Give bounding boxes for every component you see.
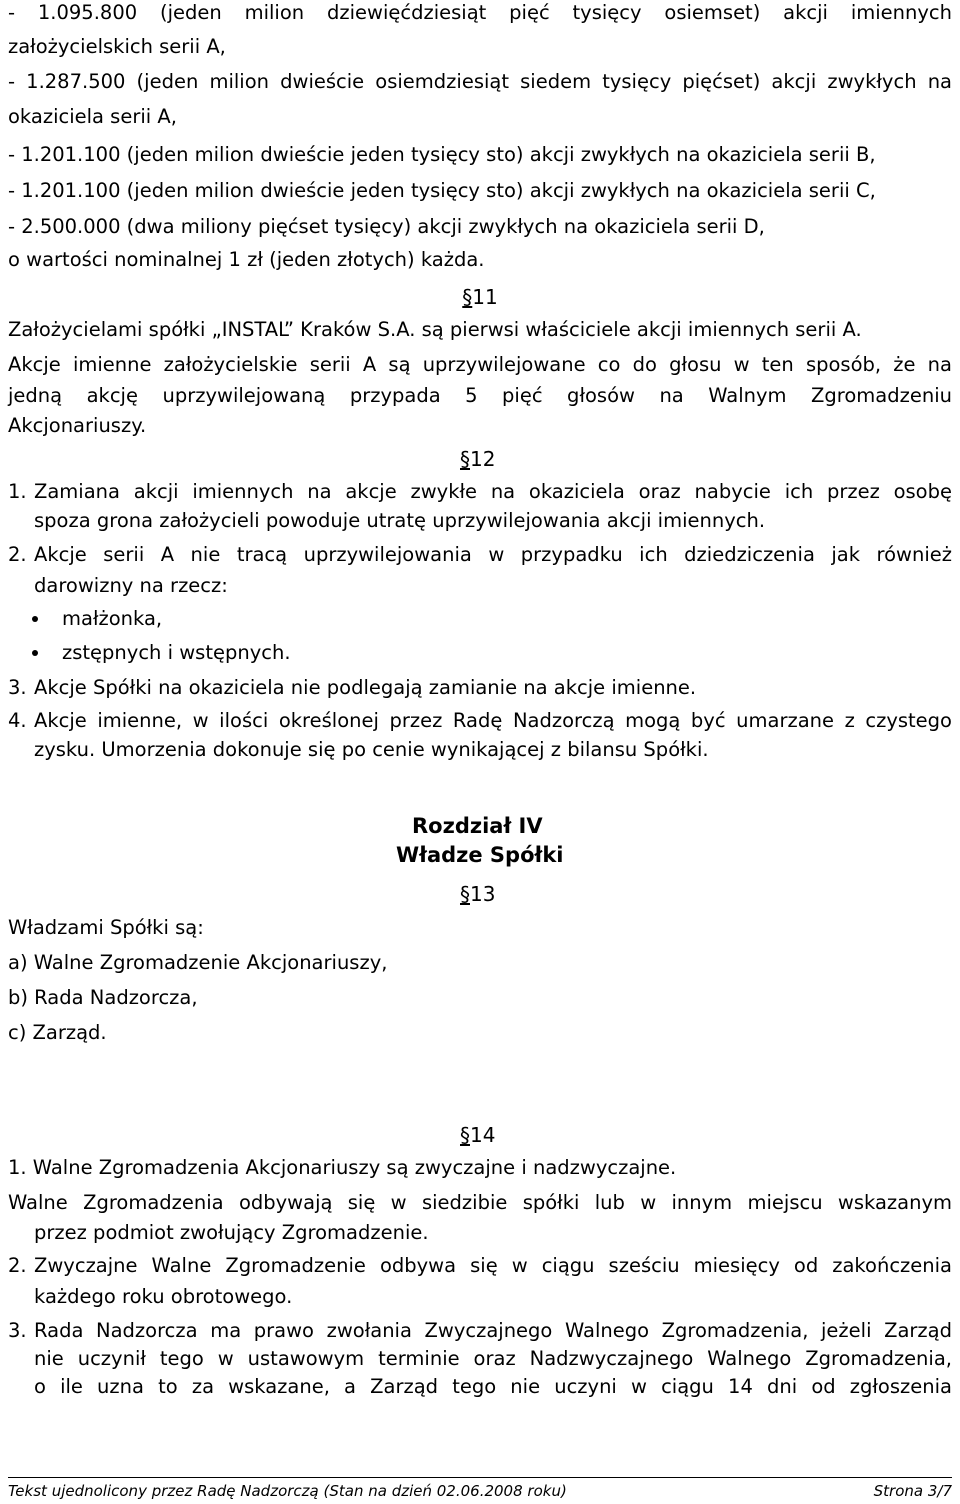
s12-p1-line-1: Zamiana akcji imiennych na akcje zwykłe na okaziciela oraz nabycie ich przez osobę [34, 480, 952, 503]
section-12-heading [460, 446, 495, 472]
shares-line-4: okaziciela serii A, [8, 105, 177, 128]
s14-p2-line-1: Zwyczajne Walne Zgromadzenie odbywa się w ciągu sześciu miesięcy od zakończenia [34, 1254, 952, 1277]
s11-line-4: Akcjonariuszy. [8, 414, 147, 437]
shares-line-7: - 2.500.000 (dwa miliony pięćset tysięcy) akcji zwykłych na okaziciela serii D, [8, 215, 765, 238]
section-number: 14 [470, 1123, 496, 1147]
footer-text: Tekst ujednolicony przez Radę Nadzorczą (Stan na dzień 02.06.2008 roku) [8, 1482, 567, 1500]
s13-item-b: b) Rada Nadzorcza, [8, 986, 198, 1009]
s12-bullet-1: małżonka, [62, 607, 163, 630]
s14-p3-line-1: Rada Nadzorcza ma prawo zwołania Zwyczajnego Walnego Zgromadzenia, jeżeli Zarząd [34, 1319, 952, 1342]
s12-p4-num: 4. [8, 709, 27, 732]
page-number: Strona 3/7 [873, 1482, 952, 1500]
section-mark: § [462, 285, 473, 309]
s11-line-1: Założycielami spółki „INSTAL” Kraków S.A. są pierwsi właściciele akcji imiennych serii A. [8, 318, 862, 341]
s14-p3-line-3: o ile uzna to za wskazane, a Zarząd tego nie uczyni w ciągu 14 dni od zgłoszenia [34, 1375, 952, 1398]
section-number: 12 [470, 447, 496, 471]
shares-line-2: założycielskich serii A, [8, 35, 226, 58]
s12-bullet-2: zstępnych i wstępnych. [62, 641, 291, 664]
chapter-title: Rozdział IV [412, 814, 543, 838]
s12-p2-line-2: darowizny na rzecz: [34, 574, 228, 597]
s14-p1b-line-2: przez podmiot zwołujący Zgromadzenie. [34, 1221, 429, 1244]
shares-line-3: - 1.287.500 (jeden milion dwieście osiemdziesiąt siedem tysięcy pięćset) akcji zwykłych na [8, 70, 952, 93]
s14-p3-line-2: nie uczynił tego w ustawowym terminie oraz Nadzwyczajnego Walnego Zgromadzenia, [34, 1347, 952, 1370]
s11-line-3: jedną akcję uprzywilejowaną przypada 5 pięć głosów na Walnym Zgromadzeniu [8, 384, 952, 407]
bullet-icon [32, 616, 38, 622]
s14-p1b-line-1: Walne Zgromadzenia odbywają się w siedzibie spółki lub w innym miejscu wskazanym [8, 1191, 952, 1214]
s11-line-2: Akcje imienne założycielskie serii A są uprzywilejowane co do głosu w ten sposób, że na [8, 353, 952, 376]
section-mark: § [460, 882, 470, 906]
section-number: 13 [470, 882, 496, 906]
section-14-heading [460, 1122, 495, 1148]
s13-item-c: c) Zarząd. [8, 1021, 107, 1044]
footer-divider [8, 1477, 952, 1478]
s13-intro: Władzami Spółki są: [8, 916, 204, 939]
shares-line-6: - 1.201.100 (jeden milion dwieście jeden tysięcy sto) akcji zwykłych na okaziciela serii C, [8, 179, 876, 202]
s12-p3-num: 3. [8, 676, 27, 699]
s14-p1: 1. Walne Zgromadzenia Akcjonariuszy są zwyczajne i nadzwyczajne. [8, 1156, 677, 1179]
section-11-heading [0, 284, 960, 310]
s14-p3-num: 3. [8, 1319, 27, 1342]
section-13-heading [460, 881, 495, 907]
s12-p1-num: 1. [8, 480, 27, 503]
s12-p3: Akcje Spółki na okaziciela nie podlegają zamianie na akcje imienne. [34, 676, 697, 699]
s12-p2-line-1: Akcje serii A nie tracą uprzywilejowania w przypadku ich dziedziczenia jak również [34, 543, 952, 566]
s12-p4-line-1: Akcje imienne, w ilości określonej przez Radę Nadzorczą mogą być umarzane z czystego [34, 709, 952, 732]
chapter-subtitle: Władze Spółki [396, 843, 564, 867]
s12-p1-line-2: spoza grona założycieli powoduje utratę uprzywilejowania akcji imiennych. [34, 509, 766, 532]
section-number: 11 [472, 285, 498, 309]
s12-p2-num: 2. [8, 543, 27, 566]
section-mark: § [460, 1123, 470, 1147]
s14-p2-num: 2. [8, 1254, 27, 1277]
s13-item-a: a) Walne Zgromadzenie Akcjonariuszy, [8, 951, 388, 974]
shares-line-8: o wartości nominalnej 1 zł (jeden złotych) każda. [8, 248, 485, 271]
section-mark: § [460, 447, 470, 471]
bullet-icon [32, 650, 38, 656]
s14-p2-line-2: każdego roku obrotowego. [34, 1285, 293, 1308]
shares-line-5: - 1.201.100 (jeden milion dwieście jeden tysięcy sto) akcji zwykłych na okaziciela serii B, [8, 143, 876, 166]
s12-p4-line-2: zysku. Umorzenia dokonuje się po cenie wynikającej z bilansu Spółki. [34, 738, 709, 761]
shares-line-1: - 1.095.800 (jeden milion dziewięćdziesiąt pięć tysięcy osiemset) akcji imiennych [8, 1, 952, 24]
